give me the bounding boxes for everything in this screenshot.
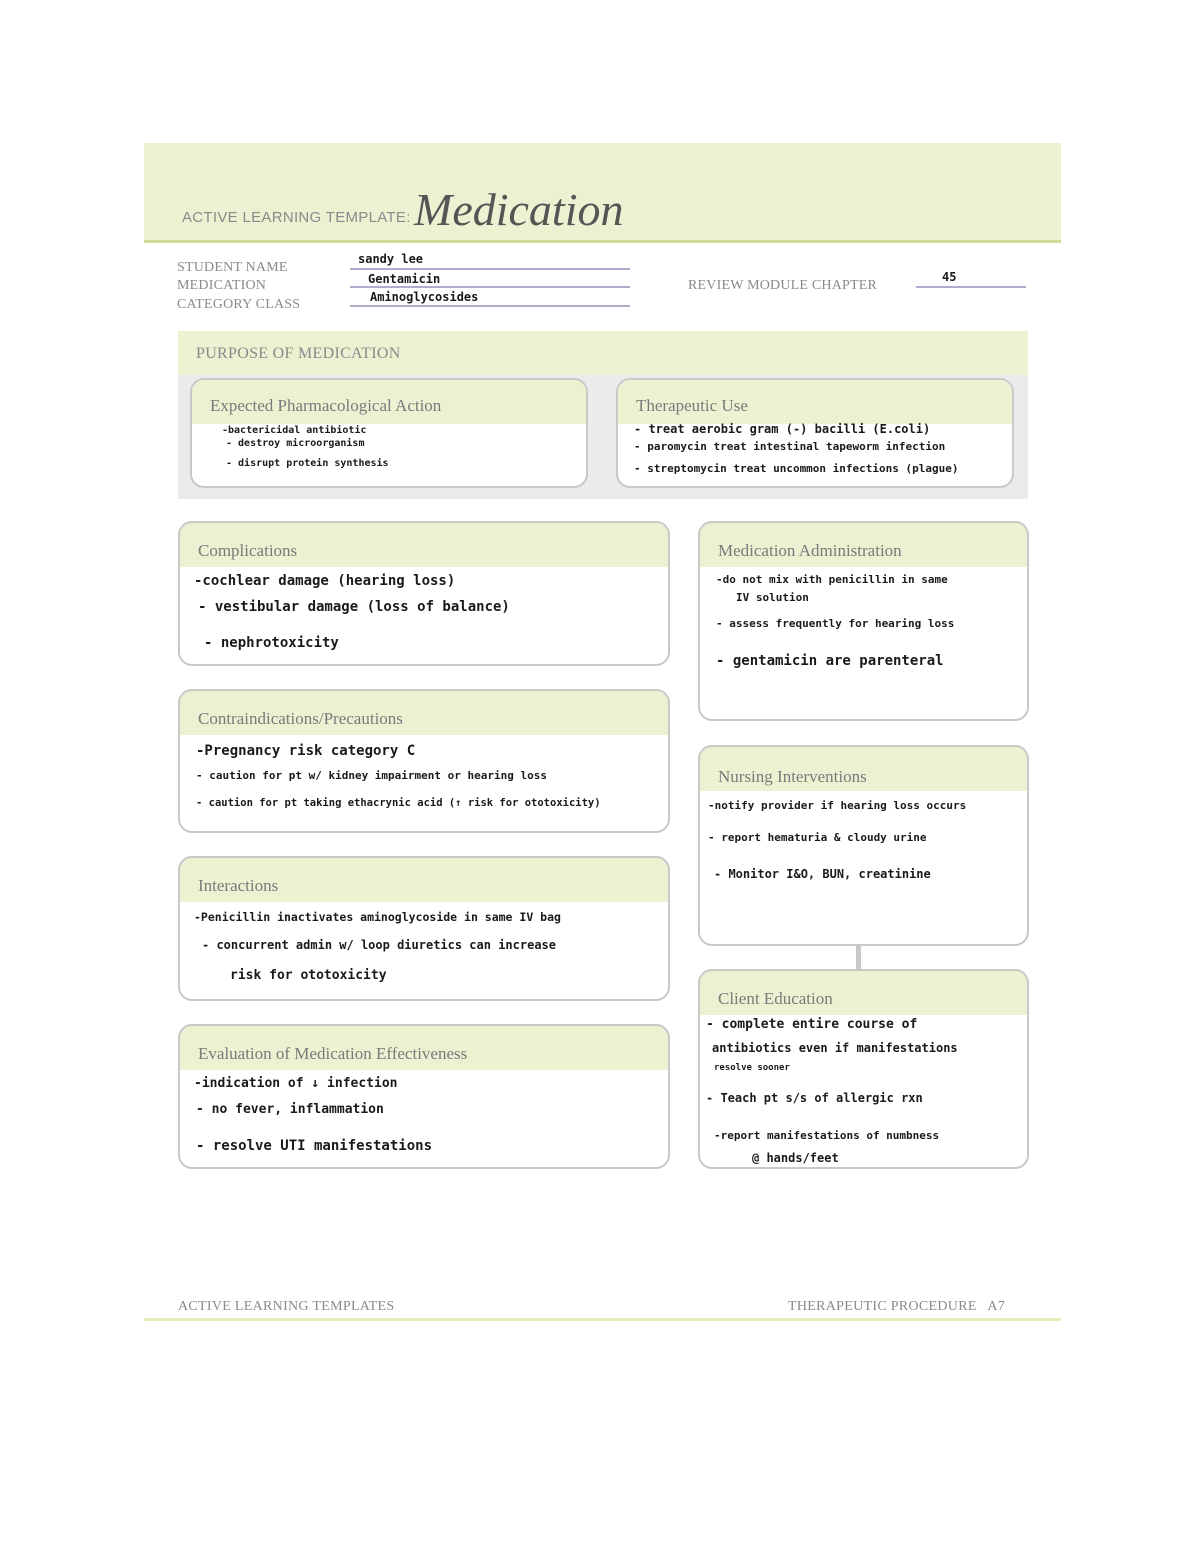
nursing-interventions-box[interactable] [698,745,1029,946]
nursing-interventions-title: Nursing Interventions [718,767,867,786]
administration-header [700,523,1027,567]
evaluation-box[interactable] [178,1024,670,1169]
review-chapter-value[interactable]: 45 [942,270,957,284]
student-name-value[interactable]: sandy lee [358,252,424,266]
administration-line-2: IV solution [736,591,809,604]
contraindications-box[interactable] [178,689,670,833]
review-chapter-label: REVIEW MODULE CHAPTER [688,278,878,293]
education-line-2: antibiotics even if manifestations [712,1041,958,1055]
education-line-1: - complete entire course of [706,1017,918,1032]
education-line-4: - Teach pt s/s of allergic rxn [706,1091,923,1105]
client-education-box[interactable] [698,969,1029,1169]
category-class-line [350,305,630,307]
therapeutic-use-header [618,380,1012,424]
education-line-5: -report manifestations of numbness [714,1129,940,1142]
pharmacological-action-box[interactable] [190,378,588,488]
header-band [144,143,1061,243]
education-line-3: resolve sooner [714,1063,790,1073]
interactions-title: Interactions [198,876,279,895]
category-class-value[interactable]: Aminoglycosides [370,290,479,304]
footer-right-label: THERAPEUTIC PROCEDURE A7 [788,1299,1006,1314]
administration-line-3: - assess frequently for hearing loss [716,617,955,630]
complications-header [180,523,668,567]
administration-line-1: -do not mix with penicillin in same [716,573,948,586]
nursing-line-1: -notify provider if hearing loss occurs [708,799,967,812]
complications-line-2: - vestibular damage (loss of balance) [198,599,510,615]
student-name-line [350,268,630,270]
medication-line [350,286,630,288]
interactions-box[interactable] [178,856,670,1001]
education-line-6: @ hands/feet [752,1151,839,1165]
client-education-title: Client Education [718,989,833,1008]
contraindications-line-3: - caution for pt taking ethacrynic acid (↑ risk for ototoxicity) [196,797,601,809]
therapeutic-use-box[interactable] [616,378,1014,488]
complications-box[interactable] [178,521,670,666]
interactions-line-2: - concurrent admin w/ loop diuretics can increase [202,938,557,952]
complications-line-3: - nephrotoxicity [204,635,339,651]
complications-title: Complications [198,541,298,560]
nursing-interventions-header [700,747,1027,791]
evaluation-line-3: - resolve UTI manifestations [196,1138,433,1154]
footer-left-label: ACTIVE LEARNING TEMPLATES [178,1299,395,1314]
therapeutic-line-3: - streptomycin treat uncommon infections (plague) [634,462,959,475]
action-line-2: - destroy microorganism [226,438,365,449]
student-name-label: STUDENT NAME [177,260,288,275]
review-chapter-line [916,286,1026,288]
evaluation-header [180,1026,668,1070]
contraindications-line-2: - caution for pt w/ kidney impairment or hearing loss [196,769,547,782]
complications-line-1: -cochlear damage (hearing loss) [194,573,456,589]
nursing-line-3: - Monitor I&O, BUN, creatinine [714,867,931,881]
purpose-section [178,331,1028,499]
interactions-header [180,858,668,902]
therapeutic-line-1: - treat aerobic gram (-) bacilli (E.coli) [634,422,931,436]
contraindications-line-1: -Pregnancy risk category C [196,743,416,759]
pharmacological-action-header [192,380,586,424]
interactions-line-3: risk for ototoxicity [230,968,387,983]
contraindications-header [180,691,668,735]
therapeutic-use-title: Therapeutic Use [636,396,748,415]
purpose-title: PURPOSE OF MEDICATION [196,345,401,362]
client-education-header [700,971,1027,1015]
evaluation-title: Evaluation of Medication Effectiveness [198,1044,468,1063]
category-class-label: CATEGORY CLASS [177,297,301,312]
action-line-1: -bactericidal antibiotic [222,425,367,436]
purpose-header [178,331,1028,375]
connector-line [856,946,861,970]
evaluation-line-2: - no fever, inflammation [196,1102,384,1117]
administration-line-4: - gentamicin are parenteral [716,653,944,669]
administration-title: Medication Administration [718,541,902,560]
footer-rule [144,1318,1061,1321]
template-label: ACTIVE LEARNING TEMPLATE: [182,209,411,226]
pharmacological-action-title: Expected Pharmacological Action [210,396,442,415]
evaluation-line-1: -indication of ↓ infection [194,1076,398,1091]
action-line-3: - disrupt protein synthesis [226,458,389,469]
nursing-line-2: - report hematuria & cloudy urine [708,831,927,844]
medication-value[interactable]: Gentamicin [368,272,441,286]
page-title: Medication [414,184,624,235]
administration-box[interactable] [698,521,1029,721]
medication-label: MEDICATION [177,278,267,293]
therapeutic-line-2: - paromycin treat intestinal tapeworm infection [634,440,946,453]
contraindications-title: Contraindications/Precautions [198,709,403,728]
interactions-line-1: -Penicillin inactivates aminoglycoside in same IV bag [194,910,561,924]
